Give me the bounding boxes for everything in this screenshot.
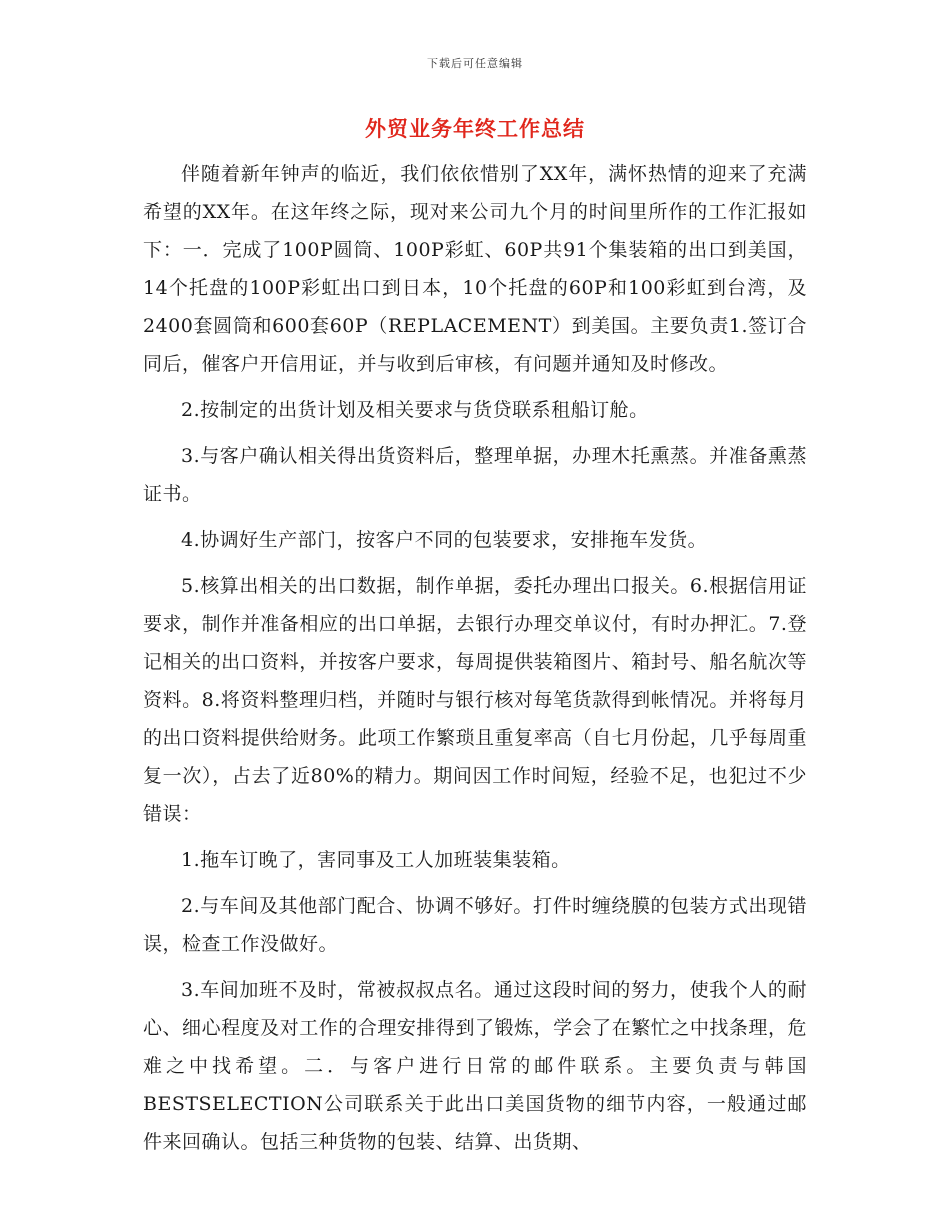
paragraph-mistake-2: 2.与车间及其他部门配合、协调不够好。打件时缠绕膜的包装方式出现错误，检查工作没做好。 (143, 895, 807, 955)
document-title: 外贸业务年终工作总结 (365, 117, 585, 141)
paragraph-item-3: 3.与客户确认相关得出货资料后，整理单据，办理木托熏蒸。并准备熏蒸证书。 (143, 445, 807, 505)
header-note: 下载后可任意编辑 (427, 57, 523, 70)
paragraph-item-5: 5.核算出相关的出口数据，制作单据，委托办理出口报关。6.根据信用证要求，制作并准备相应的出口单据，去银行办理交单议付，有时办押汇。7.登记相关的出口资料，并按客户要求，每周提供装箱图片、箱封号、船名航次等资料。8.将资料整理归档，并随时与银行核对每笔货款得到帐情况。并将每月的出口资料提供给财务。此项工作繁琐且重复率高（自七月份起，几乎每周重复一次），占去了近80%的精力。期间因工作时间短，经验不足，也犯过不少错误： (143, 575, 807, 825)
paragraph-item-2: 2.按制定的出货计划及相关要求与货贷联系租船订舱。 (181, 399, 649, 421)
paragraph-mistake-3: 3.车间加班不及时，常被叔叔点名。通过这段时间的努力，使我个人的耐心、细心程度及对工作的合理安排得到了锻炼，学会了在繁忙之中找条理，危难之中找希望。二．与客户进行日常的邮件联系。主要负责与韩国BESTSELECTION公司联系关于此出口美国货物的细节内容，一般通过邮件来回确认。包括三种货物的包装、结算、出货期、 (143, 979, 807, 1153)
paragraph-item-4: 4.协调好生产部门，按客户不同的包装要求，安排拖车发货。 (181, 529, 708, 551)
paragraph-intro: 伴随着新年钟声的临近，我们依依惜别了XX年，满怀热情的迎来了充满希望的XX年。在这年终之际，现对来公司九个月的时间里所作的工作汇报如下：一．完成了100P圆筒、100P彩虹、60P共91个集装箱的出口到美国，14个托盘的100P彩虹出口到日本，10个托盘的60P和100彩虹到台湾，及2400套圆筒和600套60P（REPLACEMENT）到美国。主要负责1.签订合同后，催客户开信用证，并与收到后审核，有问题并通知及时修改。 (143, 163, 807, 375)
paragraph-mistake-1: 1.拖车订晚了，害同事及工人加班装集装箱。 (181, 849, 571, 871)
document-body (143, 155, 807, 1169)
